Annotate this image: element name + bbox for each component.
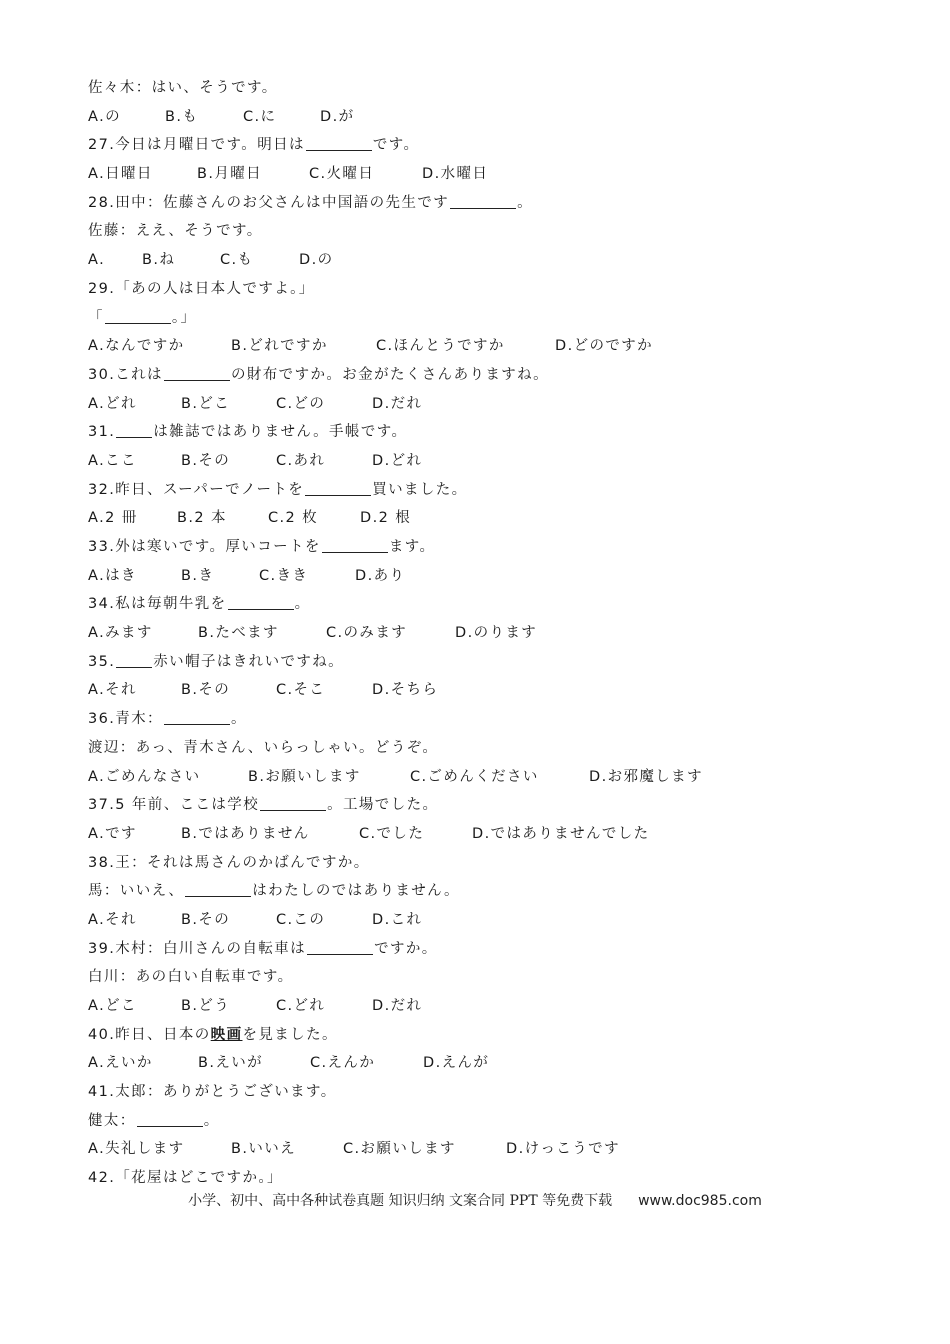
question-37: [88, 791, 868, 820]
option-d: D.だれ: [372, 395, 423, 412]
question-29: 29.「あの人は日本人ですよ。」: [88, 280, 315, 297]
question-text: 。: [230, 711, 247, 728]
option-d: D.お邪魔します: [589, 768, 703, 785]
options-row: [88, 676, 868, 705]
option-a: A.どこ: [88, 998, 137, 1014]
options-row: [88, 390, 868, 419]
question-text: はわたしのではありません。: [252, 883, 460, 900]
question-text: 。工場でした。: [327, 797, 439, 814]
question-text: 35.: [88, 653, 116, 670]
question-text: 。」: [171, 309, 197, 326]
answer-blank: [116, 652, 152, 668]
question-text: です。: [372, 137, 420, 154]
question-list: [88, 74, 868, 1193]
speaker-line: 佐々木：はい、そうです。: [88, 80, 278, 96]
option-c: C.も: [220, 252, 254, 269]
question-text: 30.これは: [88, 366, 163, 383]
question-text: 40.昨日、日本の: [88, 1026, 211, 1043]
question-text: 32.昨日、スーパーでノートを: [88, 481, 305, 498]
options-row: [88, 504, 868, 533]
option-c: C.ほんとうですか: [376, 338, 505, 355]
question-text: 。: [517, 194, 534, 211]
option-b: B.き: [181, 567, 215, 584]
answer-blank: [306, 135, 372, 151]
question-text: 28.田中：佐藤さんのお父さんは中国語の先生です: [88, 194, 450, 211]
options-row: [88, 103, 868, 132]
reply-line: 佐藤：ええ、そうです。: [88, 223, 263, 240]
question-text: 買いました。: [372, 481, 468, 498]
options-row: [88, 447, 868, 476]
option-a: A.どれ: [88, 395, 137, 412]
answer-blank: [305, 480, 371, 496]
option-a: A.それ: [88, 911, 137, 928]
option-d: D.の: [299, 252, 334, 269]
question-30: [88, 361, 868, 390]
option-d: D.あり: [355, 567, 406, 584]
option-a: A.日曜日: [88, 166, 153, 183]
question-text: 27.今日は月曜日です。明日は: [88, 137, 305, 154]
option-d: D.水曜日: [422, 166, 489, 183]
question-33: [88, 533, 868, 562]
question-text: ます。: [388, 539, 436, 555]
option-c: C.火曜日: [309, 166, 375, 183]
option-a: A.ここ: [88, 452, 137, 469]
question-text: 39.木村：白川さんの自転車は: [88, 940, 307, 957]
option-d: D.が: [320, 108, 355, 125]
option-a: A.: [88, 252, 106, 269]
answer-blank: [137, 1111, 203, 1127]
option-a: A.みます: [88, 625, 153, 642]
option-b: B.どれですか: [231, 338, 328, 355]
question-text: は雑誌ではありません。手帳です。: [153, 424, 408, 441]
option-c: C.でした: [359, 825, 425, 842]
options-row: [88, 160, 868, 189]
option-b: B.2 本: [177, 510, 227, 527]
answer-blank: [307, 939, 373, 955]
answer-blank: [164, 709, 230, 725]
answer-blank: [105, 308, 171, 324]
reply-line: [88, 877, 868, 906]
question-27: [88, 131, 868, 160]
question-text: 馬：いいえ、: [88, 883, 185, 900]
option-c: C.のみます: [326, 625, 408, 642]
question-41: 41.太郎：ありがとうございます。: [88, 1084, 337, 1101]
page-footer: [0, 1190, 950, 1210]
option-b: B.その: [181, 682, 231, 699]
option-b: B.たべます: [198, 625, 279, 642]
options-row: [88, 992, 868, 1021]
reply-line: 渡辺：あっ、青木さん、いらっしゃい。どうぞ。: [88, 739, 439, 756]
question-28: [88, 189, 868, 218]
option-d: D.けっこうです: [506, 1141, 620, 1158]
option-c: C.えんか: [310, 1055, 376, 1072]
option-d: D.そちら: [372, 682, 439, 699]
option-c: C.2 枚: [268, 510, 319, 527]
question-35: [88, 648, 868, 677]
question-text: 37.5 年前、ここは学校: [88, 797, 260, 814]
question-34: [88, 590, 868, 619]
question-42: 42.「花屋はどこですか。」: [88, 1170, 283, 1187]
answer-blank: [228, 594, 294, 610]
question-text: ですか。: [374, 940, 438, 957]
target-word: 映画: [210, 1026, 243, 1043]
question-text: 健太：: [88, 1112, 136, 1129]
options-row: [88, 906, 868, 935]
option-c: C.どの: [276, 395, 326, 412]
question-text: 34.私は毎朝牛乳を: [88, 596, 227, 613]
reply-line: [88, 1107, 868, 1136]
question-38: 38.王：それは馬さんのかばんですか。: [88, 854, 370, 871]
answer-blank: [322, 537, 388, 553]
question-text: 赤い帽子はきれいですね。: [153, 653, 345, 670]
option-b: B.お願いします: [248, 768, 361, 785]
option-a: A.の: [88, 108, 121, 125]
options-row: [88, 562, 868, 591]
question-text: の財布ですか。お金がたくさんありますね。: [230, 366, 549, 383]
question-text: 31.: [88, 424, 116, 441]
option-c: C.ごめんください: [410, 768, 539, 785]
options-row: [88, 246, 868, 275]
option-b: B.ね: [142, 252, 176, 269]
answer-blank: [450, 193, 516, 209]
option-d: D.2 根: [360, 510, 412, 527]
option-b: B.その: [181, 911, 231, 928]
question-32: [88, 476, 868, 505]
options-row: [88, 763, 868, 792]
option-c: C.お願いします: [343, 1141, 456, 1158]
option-c: C.に: [243, 108, 277, 125]
option-b: B.月曜日: [197, 166, 263, 183]
options-row: [88, 332, 868, 361]
option-a: A.なんですか: [88, 338, 185, 355]
option-d: D.どのですか: [555, 338, 654, 355]
option-b: B.その: [181, 452, 231, 469]
option-d: D.のります: [455, 625, 538, 642]
question-36: [88, 705, 868, 734]
options-row: [88, 1135, 868, 1164]
question-text: 33.外は寒いです。厚いコートを: [88, 539, 321, 555]
option-a: A.2 冊: [88, 510, 138, 527]
option-a: A.失礼します: [88, 1141, 185, 1158]
option-c: C.そこ: [276, 682, 326, 699]
footer-text: 小学、初中、高中各种试卷真题 知识归纳 文案合同 PPT 等免费下载: [188, 1193, 613, 1209]
option-b: B.どこ: [181, 395, 231, 412]
options-row: [88, 820, 868, 849]
reply-line: 白川：あの白い自転車です。: [88, 969, 294, 986]
option-b: B.えいが: [198, 1055, 264, 1072]
option-a: A.はき: [88, 567, 137, 584]
question-text: 。: [203, 1112, 220, 1129]
question-text: 36.青木：: [88, 711, 163, 728]
options-row: [88, 1049, 868, 1078]
answer-blank: [260, 795, 326, 811]
option-b: B.いいえ: [231, 1141, 297, 1158]
option-d: D.どれ: [372, 452, 423, 469]
option-a: A.それ: [88, 682, 137, 699]
option-c: C.きき: [259, 567, 309, 584]
option-b: B.どう: [181, 998, 231, 1014]
reply-line: [88, 304, 868, 333]
answer-blank: [116, 422, 152, 438]
options-row: [88, 619, 868, 648]
question-39: [88, 935, 868, 964]
option-a: A.ごめんなさい: [88, 768, 201, 785]
option-d: D.ではありませんでした: [472, 825, 650, 842]
option-c: C.どれ: [276, 998, 326, 1014]
option-a: A.えいか: [88, 1055, 153, 1072]
answer-blank: [164, 365, 230, 381]
answer-blank: [185, 881, 251, 897]
question-text: 「: [88, 309, 104, 326]
option-c: C.この: [276, 911, 326, 928]
question-31: [88, 418, 868, 447]
option-d: D.えんが: [423, 1055, 490, 1072]
option-d: D.だれ: [372, 998, 423, 1014]
question-40: [88, 1021, 868, 1050]
option-b: B.ではありません: [181, 825, 310, 842]
option-c: C.あれ: [276, 452, 326, 469]
question-text: 。: [294, 596, 311, 613]
option-a: A.です: [88, 825, 137, 842]
option-d: D.これ: [372, 911, 423, 928]
footer-url[interactable]: www.doc985.com: [638, 1193, 762, 1209]
option-b: B.も: [165, 108, 199, 125]
question-text: を見ました。: [242, 1026, 338, 1043]
